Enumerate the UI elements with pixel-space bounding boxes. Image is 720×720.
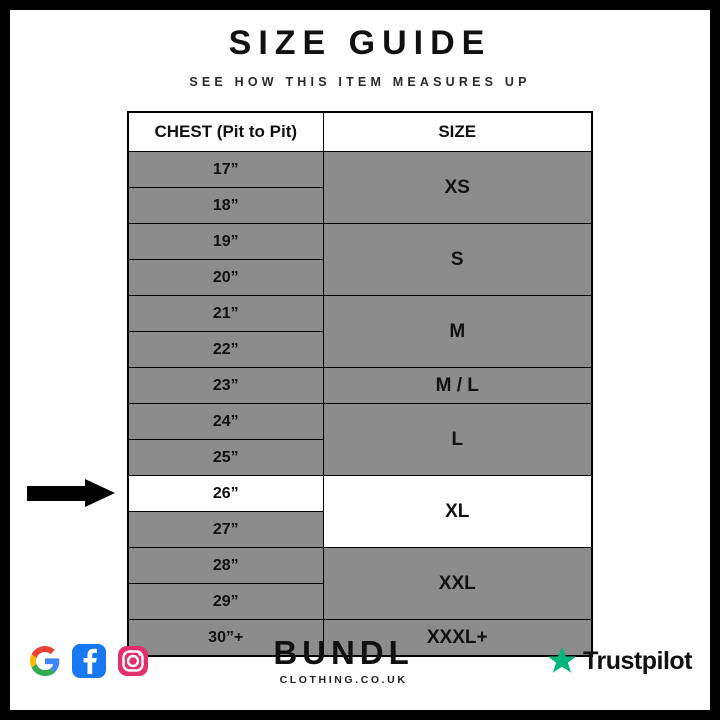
size-guide-card xyxy=(10,10,710,710)
table-row-selected[interactable] xyxy=(128,476,592,512)
page-title: SIZE GUIDE xyxy=(228,24,492,62)
table-row[interactable] xyxy=(128,404,592,440)
chest-value: 17” xyxy=(128,152,323,188)
size-value: XS xyxy=(323,152,592,224)
chest-value: 18” xyxy=(128,188,323,224)
social-links xyxy=(28,644,150,678)
chest-value: 28” xyxy=(128,548,323,584)
brand-domain: CLOTHING.CO.UK xyxy=(279,674,408,686)
size-table xyxy=(127,111,593,657)
chest-value: 26” xyxy=(128,476,323,512)
size-value: M / L xyxy=(323,368,592,404)
size-value: XXXL+ xyxy=(323,620,592,657)
size-table-container xyxy=(127,111,593,657)
chest-value: 19” xyxy=(128,224,323,260)
brand-logo xyxy=(273,636,413,686)
table-row[interactable] xyxy=(128,296,592,332)
column-header-size: SIZE xyxy=(323,112,592,152)
chest-value: 29” xyxy=(128,584,323,620)
table-row[interactable] xyxy=(128,224,592,260)
chest-value: 20” xyxy=(128,260,323,296)
footer xyxy=(10,630,710,692)
chest-value: 23” xyxy=(128,368,323,404)
size-value: XXL xyxy=(323,548,592,620)
table-row[interactable] xyxy=(128,548,592,584)
chest-value: 30”+ xyxy=(128,620,323,657)
chest-value: 22” xyxy=(128,332,323,368)
arrow-icon xyxy=(27,479,119,507)
column-header-chest: CHEST (Pit to Pit) xyxy=(128,112,323,152)
google-icon[interactable] xyxy=(28,644,62,678)
table-row[interactable] xyxy=(128,368,592,404)
page-subtitle: SEE HOW THIS ITEM MEASURES UP xyxy=(189,75,531,89)
trustpilot-label: Trustpilot xyxy=(583,646,692,675)
brand-name: BUNDL xyxy=(273,634,414,671)
table-row[interactable] xyxy=(128,152,592,188)
chest-value: 21” xyxy=(128,296,323,332)
size-value: M xyxy=(323,296,592,368)
size-value: S xyxy=(323,224,592,296)
instagram-icon[interactable] xyxy=(116,644,150,678)
chest-value: 25” xyxy=(128,440,323,476)
facebook-icon[interactable] xyxy=(72,644,106,678)
size-value: XL xyxy=(323,476,592,548)
chest-value: 27” xyxy=(128,512,323,548)
table-header-row xyxy=(128,112,592,152)
trustpilot-logo[interactable] xyxy=(547,646,692,676)
chest-value: 24” xyxy=(128,404,323,440)
size-value: L xyxy=(323,404,592,476)
trustpilot-star-icon xyxy=(547,646,577,676)
